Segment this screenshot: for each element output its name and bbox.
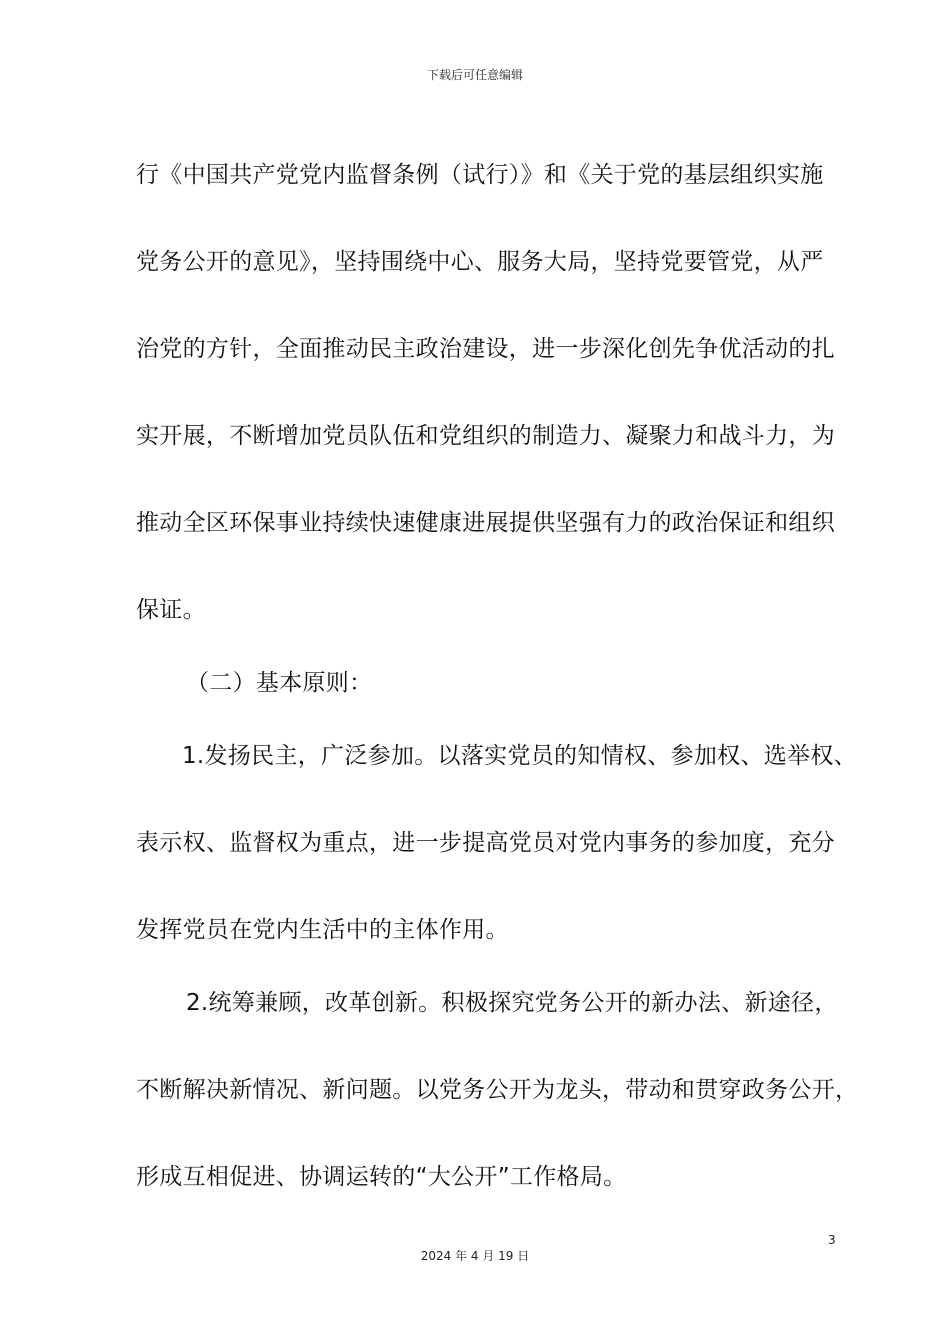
body-line: 党务公开的意见》，坚持围绕中心、服务大局，坚持党要管党，从严 [136, 249, 824, 275]
body-line: 发挥党员在党内生活中的主体作用。 [136, 917, 509, 943]
body-line: 治党的方针，全面推动民主政治建设，进一步深化创先争优活动的扎 [136, 336, 835, 362]
body-line: 表示权、监督权为重点，进一步提高党员对党内事务的参加度，充分 [136, 830, 835, 856]
body-line: 推动全区环保事业持续快速健康进展提供坚强有力的政治保证和组织 [136, 510, 835, 536]
body-line: 形成互相促进、协调运转的“大公开”工作格局。 [136, 1164, 627, 1190]
body-line: 行《中国共产党党内监督条例（试行）》和《关于党的基层组织实施 [136, 162, 824, 188]
body-line: 1.发扬民主，广泛参加。以落实党员的知情权、参加权、选举权、 [182, 743, 857, 769]
page-header: 下载后可任意编辑 [426, 68, 523, 82]
section-heading: （二）基本原则： [186, 670, 373, 696]
page-number: 3 [828, 1233, 836, 1247]
footer-date: 2024 年 4 月 19 日 [420, 1249, 530, 1263]
body-line: 2.统筹兼顾，改革创新。积极探究党务公开的新办法、新途径， [186, 990, 838, 1016]
body-line: 不断解决新情况、新问题。以党务公开为龙头，带动和贯穿政务公开， [136, 1077, 859, 1103]
body-line: 保证。 [136, 597, 206, 623]
body-line: 实开展，不断增加党员队伍和党组织的制造力、凝聚力和战斗力，为 [136, 423, 835, 449]
